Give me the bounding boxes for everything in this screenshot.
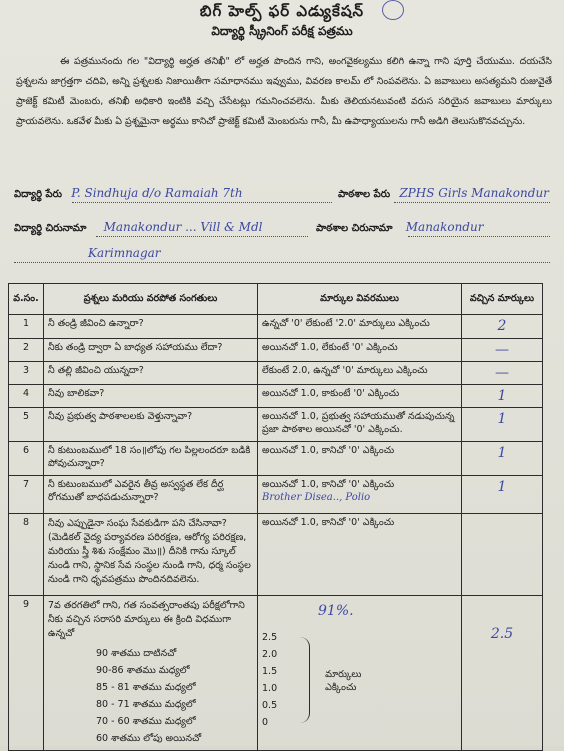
scale-value: 0.5 xyxy=(262,700,278,711)
row-sno: 4 xyxy=(9,385,44,408)
page-number-circle xyxy=(382,0,404,20)
row-sno: 2 xyxy=(9,339,44,362)
grade-item: 85 - 81 శాతము మధ్యలో xyxy=(96,682,196,693)
scale-value: 2.5 xyxy=(262,632,278,643)
student-address-label: విద్యార్థి చిరునామా xyxy=(14,223,87,234)
scale-note: మార్కులు ఎక్కించు xyxy=(325,669,362,693)
row-mark[interactable]: 1 xyxy=(462,385,543,408)
scale-values xyxy=(262,629,296,731)
row-detail-handwritten[interactable]: Brother Disea.., Polio xyxy=(262,492,371,503)
table-row xyxy=(9,514,543,596)
row-sno: 3 xyxy=(9,362,44,385)
student-address-value[interactable]: Manakondur ... Vill & Mdl xyxy=(103,220,263,234)
header-questions: ప్రశ్నలు మరియు వరపోత సంగతులు xyxy=(44,284,258,315)
form-title: బిగ్ హెల్ప్ ఫర్ ఎడ్యుకేషన్ xyxy=(199,2,365,20)
row-detail-cell xyxy=(258,476,462,514)
form-subtitle: విద్యార్థి స్క్రీనింగ్ పరీక్ష పత్రము xyxy=(211,24,353,38)
student-name-label: విద్యార్థి పేరు xyxy=(14,189,63,200)
row-detail: అయినచో 1.0, ప్రభుత్వ సహాయముతో నడుపుచున్న ప్రజా పాఠశాల అయినచో '0' ఎక్కించు. xyxy=(258,408,462,442)
row-question: నీ తండ్రి జీవించి ఉన్నారా? xyxy=(44,315,258,339)
table-row xyxy=(9,408,543,442)
table-row xyxy=(9,315,543,339)
grade-item: 60 శాతము లోపు అయినచో xyxy=(96,733,202,744)
row-question: నీవు బాలికవా? xyxy=(44,385,258,408)
curly-brace-icon xyxy=(299,637,310,723)
scale-value: 1.0 xyxy=(262,683,278,694)
row-mark[interactable]: — xyxy=(462,339,543,362)
student-name-value[interactable]: P. Sindhuja d/o Ramaiah 7th xyxy=(71,186,243,200)
school-name-underline xyxy=(394,202,550,203)
address-line2-underline xyxy=(14,262,550,263)
row-mark[interactable]: 1 xyxy=(462,408,543,442)
row-mark[interactable]: 2 xyxy=(462,315,543,339)
school-name-row xyxy=(338,186,549,202)
row-detail: అయినచో 1.0, కాకుంటే '0' ఎక్కించు xyxy=(258,385,462,408)
header-marks-obtained: వచ్చిన మార్కులు xyxy=(462,284,543,315)
school-address-underline xyxy=(408,236,550,237)
table-header-row xyxy=(9,284,543,315)
row-question: నీవు ఎప్పుడైనా సంఘ సేవకుడిగా పని చేసినావా? (మెడికల్ వైద్య పర్యావరణ పరిరక్షణ, ఆరోగ్య పరిరక్షణ, మరియు స్త్రీ శిశు సంక్షేమం మొ॥) దీనికి గాను స్కూల్ నుండి గాని, స్థానిక సేవ సంస్థల నుండి గాని, ధర్మ సంస్థల నుండి గాని ధృవపత్రము పొందినదివలెను. xyxy=(44,514,258,596)
row-question: నీ కుటుంబములో 18 సం॥లోపు గల పిల్లలందరూ బడికి పోవుచున్నారా? xyxy=(44,442,258,476)
table-row-grades xyxy=(9,596,543,751)
grades-cell xyxy=(44,596,258,751)
address-line2-value[interactable]: Karimnagar xyxy=(88,246,161,260)
table-row xyxy=(9,339,543,362)
row-mark[interactable]: 2.5 xyxy=(462,596,543,751)
student-address-row xyxy=(14,220,262,236)
header-mark-details: మార్కుల వివరములు xyxy=(258,284,462,315)
row-detail: ఉన్నచో '0' లేకుంటే '2.0' మార్కులు ఎక్కించు xyxy=(258,315,462,339)
school-name-value[interactable]: ZPHS Girls Manakondur xyxy=(399,186,549,200)
scale-cell xyxy=(258,596,462,751)
row-mark[interactable] xyxy=(462,514,543,596)
row-detail: అయినచో 1.0, లేకుంటే '0' ఎక్కించు xyxy=(258,339,462,362)
row-detail: అయినచో 1.0, కానిచో '0' ఎక్కించు xyxy=(258,442,462,476)
row-question: నీకు తండ్రి ద్వారా ఏ బాధ్యత సహాయము లేదా? xyxy=(44,339,258,362)
row-question: నీ కుటుంబములో ఎవరైన తీవ్ర అస్వస్థత లేక దీర్ఘ రోగముతో బాధపడుచున్నారా? xyxy=(44,476,258,514)
school-address-value[interactable]: Manakondur xyxy=(405,220,484,234)
row-mark[interactable]: 1 xyxy=(462,442,543,476)
marks-table xyxy=(8,283,543,751)
header-sno: వ.సం. xyxy=(9,284,44,315)
table-row xyxy=(9,385,543,408)
scale-value: 2.0 xyxy=(262,649,278,660)
grade-item: 90-86 శాతము మధ్యలో xyxy=(96,665,190,676)
handwritten-percentage[interactable]: 91%. xyxy=(318,603,354,619)
row-detail: అయినచో 1.0, కానిచో '0' ఎక్కించు xyxy=(262,479,395,490)
instructions-paragraph: ఈ పత్రమునందు గల "విద్యార్థి అర్హత తనిఖీ" లో అర్హత పొందిన గాని, అంగవైకల్యము కలిగి ఉన్నా గాని పూర్తి చేయుము. దయచేసి ప్రశ్నలను జాగ్రత్తగా చదివి, అన్ని ప్రశ్నలకు నిజాయితీగా సమాధానము ఇవ్వుము, వివరణ కాలమ్ లో నింపవలెను. ఏ జవాబులు అసత్యమని రుజువైతే ప్రాజెక్ట్ కమిటీ మెంబరు, తనిఖీ అధికారి ఇంటికి వచ్చి చేసేటట్లు గమనించవలెను. మీకు తెలియనటువంటి వరుస సరియైన జవాబులు మార్కులు ప్రాయవలెను. ఒకవేళ మీకు ఏ ప్రశ్నమైనా అర్థము కానిచో ప్రాజెక్ట్ కమిటీ మెంబరును గానీ, మీ ఉపాధ్యాయులను గానీ అడిగి తెలుసుకొనవచ్చును. xyxy=(16,56,552,127)
school-name-label: పాఠశాల పేరు xyxy=(338,189,391,200)
row-mark[interactable]: 1 xyxy=(462,476,543,514)
row-sno: 9 xyxy=(9,596,44,751)
student-address-underline xyxy=(96,236,308,237)
table-row xyxy=(9,442,543,476)
grade-item: 90 శాతము దాటినచో xyxy=(96,648,177,659)
row-sno: 6 xyxy=(9,442,44,476)
address-line2-row xyxy=(88,246,161,260)
grades-question: 7వ తరగతిలో గాని, గత సంవత్సరాంతపు పరీక్షలోగాని నీకు వచ్చిన సరాసరి మార్కులు ఈ క్రింది విధముగా ఉన్నచో xyxy=(48,600,245,639)
row-mark[interactable]: — xyxy=(462,362,543,385)
school-address-label: పాఠశాల చిరునామా xyxy=(316,223,393,234)
school-address-row xyxy=(316,220,483,236)
grade-item: 70 - 60 శాతము మధ్యలో xyxy=(96,716,196,727)
scale-value: 0 xyxy=(262,717,269,728)
row-question: నీ తల్లి జీవించి యున్నదా? xyxy=(44,362,258,385)
row-detail: అయినచో 1.0, కానిచో '0' ఎక్కించు xyxy=(258,514,462,596)
table-row xyxy=(9,362,543,385)
row-question: నీవు ప్రభుత్వ పాఠశాలలకు వెళ్తున్నావా? xyxy=(44,408,258,442)
grade-item: 80 - 71 శాతము మధ్యలో xyxy=(96,699,196,710)
scale-value: 1.5 xyxy=(262,666,278,677)
row-sno: 5 xyxy=(9,408,44,442)
student-name-row xyxy=(14,186,243,202)
row-sno: 8 xyxy=(9,514,44,596)
table-row xyxy=(9,476,543,514)
row-detail: లేకుంటే 2.0, ఉన్నచో '0' మార్కులు ఎక్కించు xyxy=(258,362,462,385)
row-sno: 7 xyxy=(9,476,44,514)
row-sno: 1 xyxy=(9,315,44,339)
student-name-underline xyxy=(72,202,332,203)
